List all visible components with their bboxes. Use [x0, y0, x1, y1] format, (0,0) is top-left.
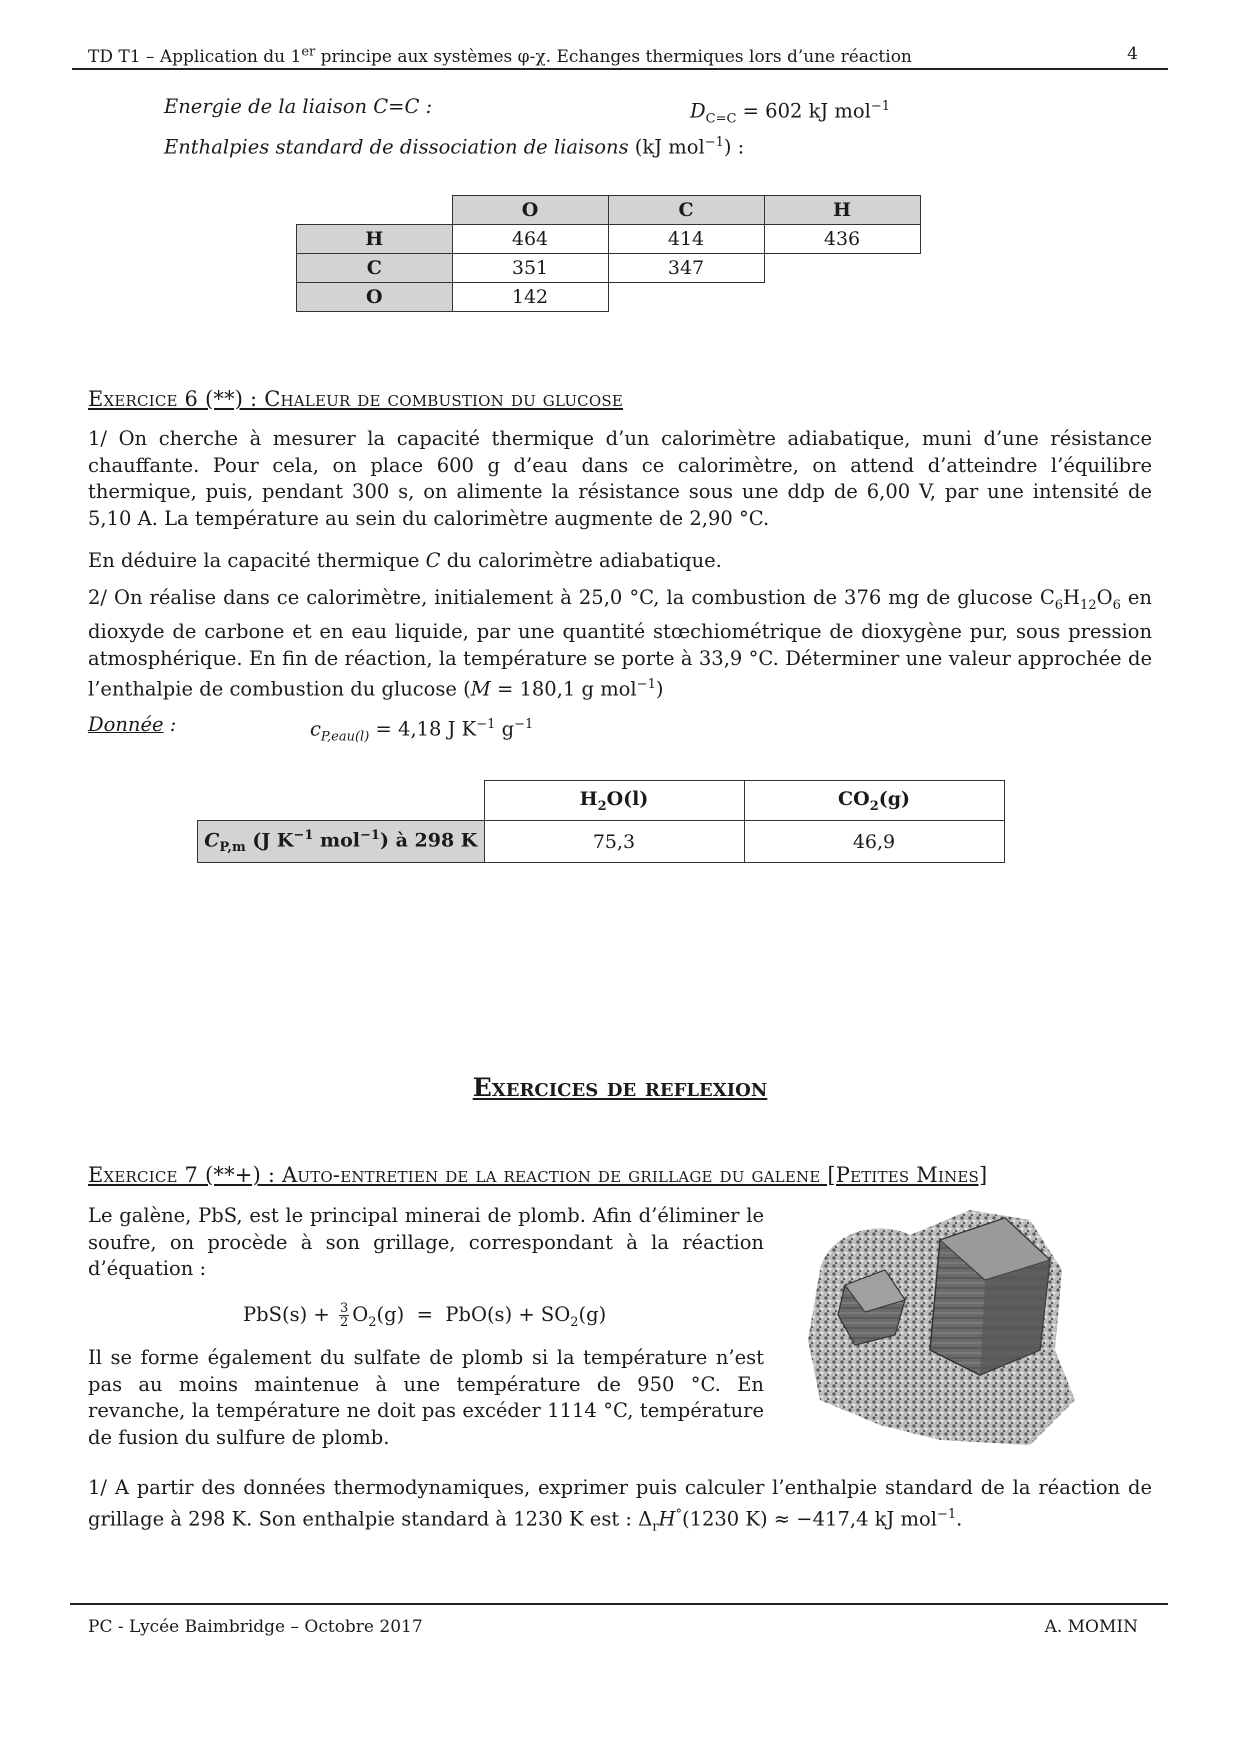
header-rule	[72, 68, 1168, 70]
col-header-co2: $CO_2(g)$	[744, 781, 1004, 821]
galena-mineral-photo	[800, 1200, 1080, 1455]
galena-equation: PbS(s) + $\frac{3}{2}$ $O_2(g) = PbO(s) + SO_2(g)$	[243, 1301, 607, 1330]
donnee-label: Donnée :	[88, 713, 177, 736]
cell: 75,3	[484, 821, 744, 863]
exercise7-text2: Il se forme également du sulfate de plomb si la température n’est pas au moins maintenue à une température de 950 °C. En revanche, la température ne doit pas excéder 1114 °C, température de fusion du sulfure de plomb.	[88, 1346, 764, 1449]
table-row	[297, 254, 921, 283]
cell: 351	[452, 254, 608, 283]
cell: 347	[608, 254, 764, 283]
table-row	[198, 821, 1005, 863]
section-title: Exercices de reflexion	[472, 1073, 768, 1102]
col-header-h: H	[764, 196, 920, 225]
cc-bond-label: Energie de la liaison C=C :	[164, 95, 433, 118]
heat-capacity-table	[197, 780, 1005, 863]
exercise6-question1b: En déduire la capacité thermique C du calorimètre adiabatique.	[88, 549, 722, 572]
table-row	[297, 283, 921, 312]
exercise6-title: Exercice 6 (**) : Chaleur de combustion du glucose	[88, 387, 623, 411]
row-header-c: C	[297, 254, 453, 283]
cell: 142	[452, 283, 608, 312]
page-number: 4	[1127, 44, 1138, 64]
exercise7-intro: Le galène, PbS, est le principal minerai de plomb. Afin d’éliminer le soufre, on procède à son grillage, correspondant à la réaction d’équation :	[88, 1204, 764, 1280]
footer-left: PC - Lycée Baimbridge – Octobre 2017	[88, 1617, 423, 1637]
cell: 46,9	[744, 821, 1004, 863]
row-header-o: O	[297, 283, 453, 312]
cp-water-value: $c_{P,eau(l)} = 4,18$ J $K^{-1}$ $g^{-1}$	[310, 717, 534, 745]
page-header	[88, 44, 1138, 67]
cell: 436	[764, 225, 920, 254]
col-header-c: C	[608, 196, 764, 225]
footer-right: A. MOMIN	[1044, 1617, 1138, 1637]
col-header-o: O	[452, 196, 608, 225]
col-header-h2o: $H_2O(l)$	[484, 781, 744, 821]
cell: 414	[608, 225, 764, 254]
exercise6-question2: 2/ On réalise dans ce calorimètre, initialement à 25,0 °C, la combustion de 376 mg de glucose $C_6H_{12}O_6$ en dioxyde de carbone et en eau liquide, par une quantité stœchiométrique de dioxygène pur, sous pression atmosphérique. En fin de réaction, la température se porte à 33,9 °C. Déterminer une valeur approchée de l’enthalpie de combustion du glucose (M = 180,1 g mol$^{-1}$)	[88, 586, 1152, 701]
bond-enthalpy-table	[296, 195, 921, 312]
exercise7-title: Exercice 7 (**+) : Auto-entretien de la reaction de grillage du galene [Petites Mines]	[88, 1163, 988, 1187]
bond-table-caption: Enthalpies standard de dissociation de liaisons (kJ mol$^{-1}$) :	[164, 135, 745, 159]
footer-rule	[70, 1603, 1168, 1605]
row-header-h: H	[297, 225, 453, 254]
row-header-cpm: $C_{P,m}$ (J $K^{-1}$ mol$^{-1}$) à 298 K	[198, 821, 485, 863]
cell: 464	[452, 225, 608, 254]
exercise6-question1: 1/ On cherche à mesurer la capacité thermique d’un calorimètre adiabatique, muni d’une résistance chauffante. Pour cela, on place 600 g d’eau dans ce calorimètre, on attend d’atteindre l’équilibre thermique, puis, pendant 300 s, on alimente la résistance sous une ddp de 6,00 V, par une intensité de 5,10 A. La température au sein du calorimètre augmente de 2,90 °C.	[88, 427, 1152, 530]
header-title: TD T1 – Application du 1er principe aux systèmes φ-χ. Echanges thermiques lors d’une réaction	[88, 44, 912, 67]
table-row	[297, 225, 921, 254]
cc-bond-value: $D_{C=C} = 602$ kJ mol$^{-1}$	[690, 99, 891, 127]
exercise7-question1: 1/ A partir des données thermodynamiques, exprimer puis calculer l’enthalpie standard de la réaction de grillage à 298 K. Son enthalpie standard à 1230 K est : $\Delta_rH^\circ(1230$ K) ≈ −417,4 kJ mol$^{-1}$.	[88, 1476, 1152, 1534]
